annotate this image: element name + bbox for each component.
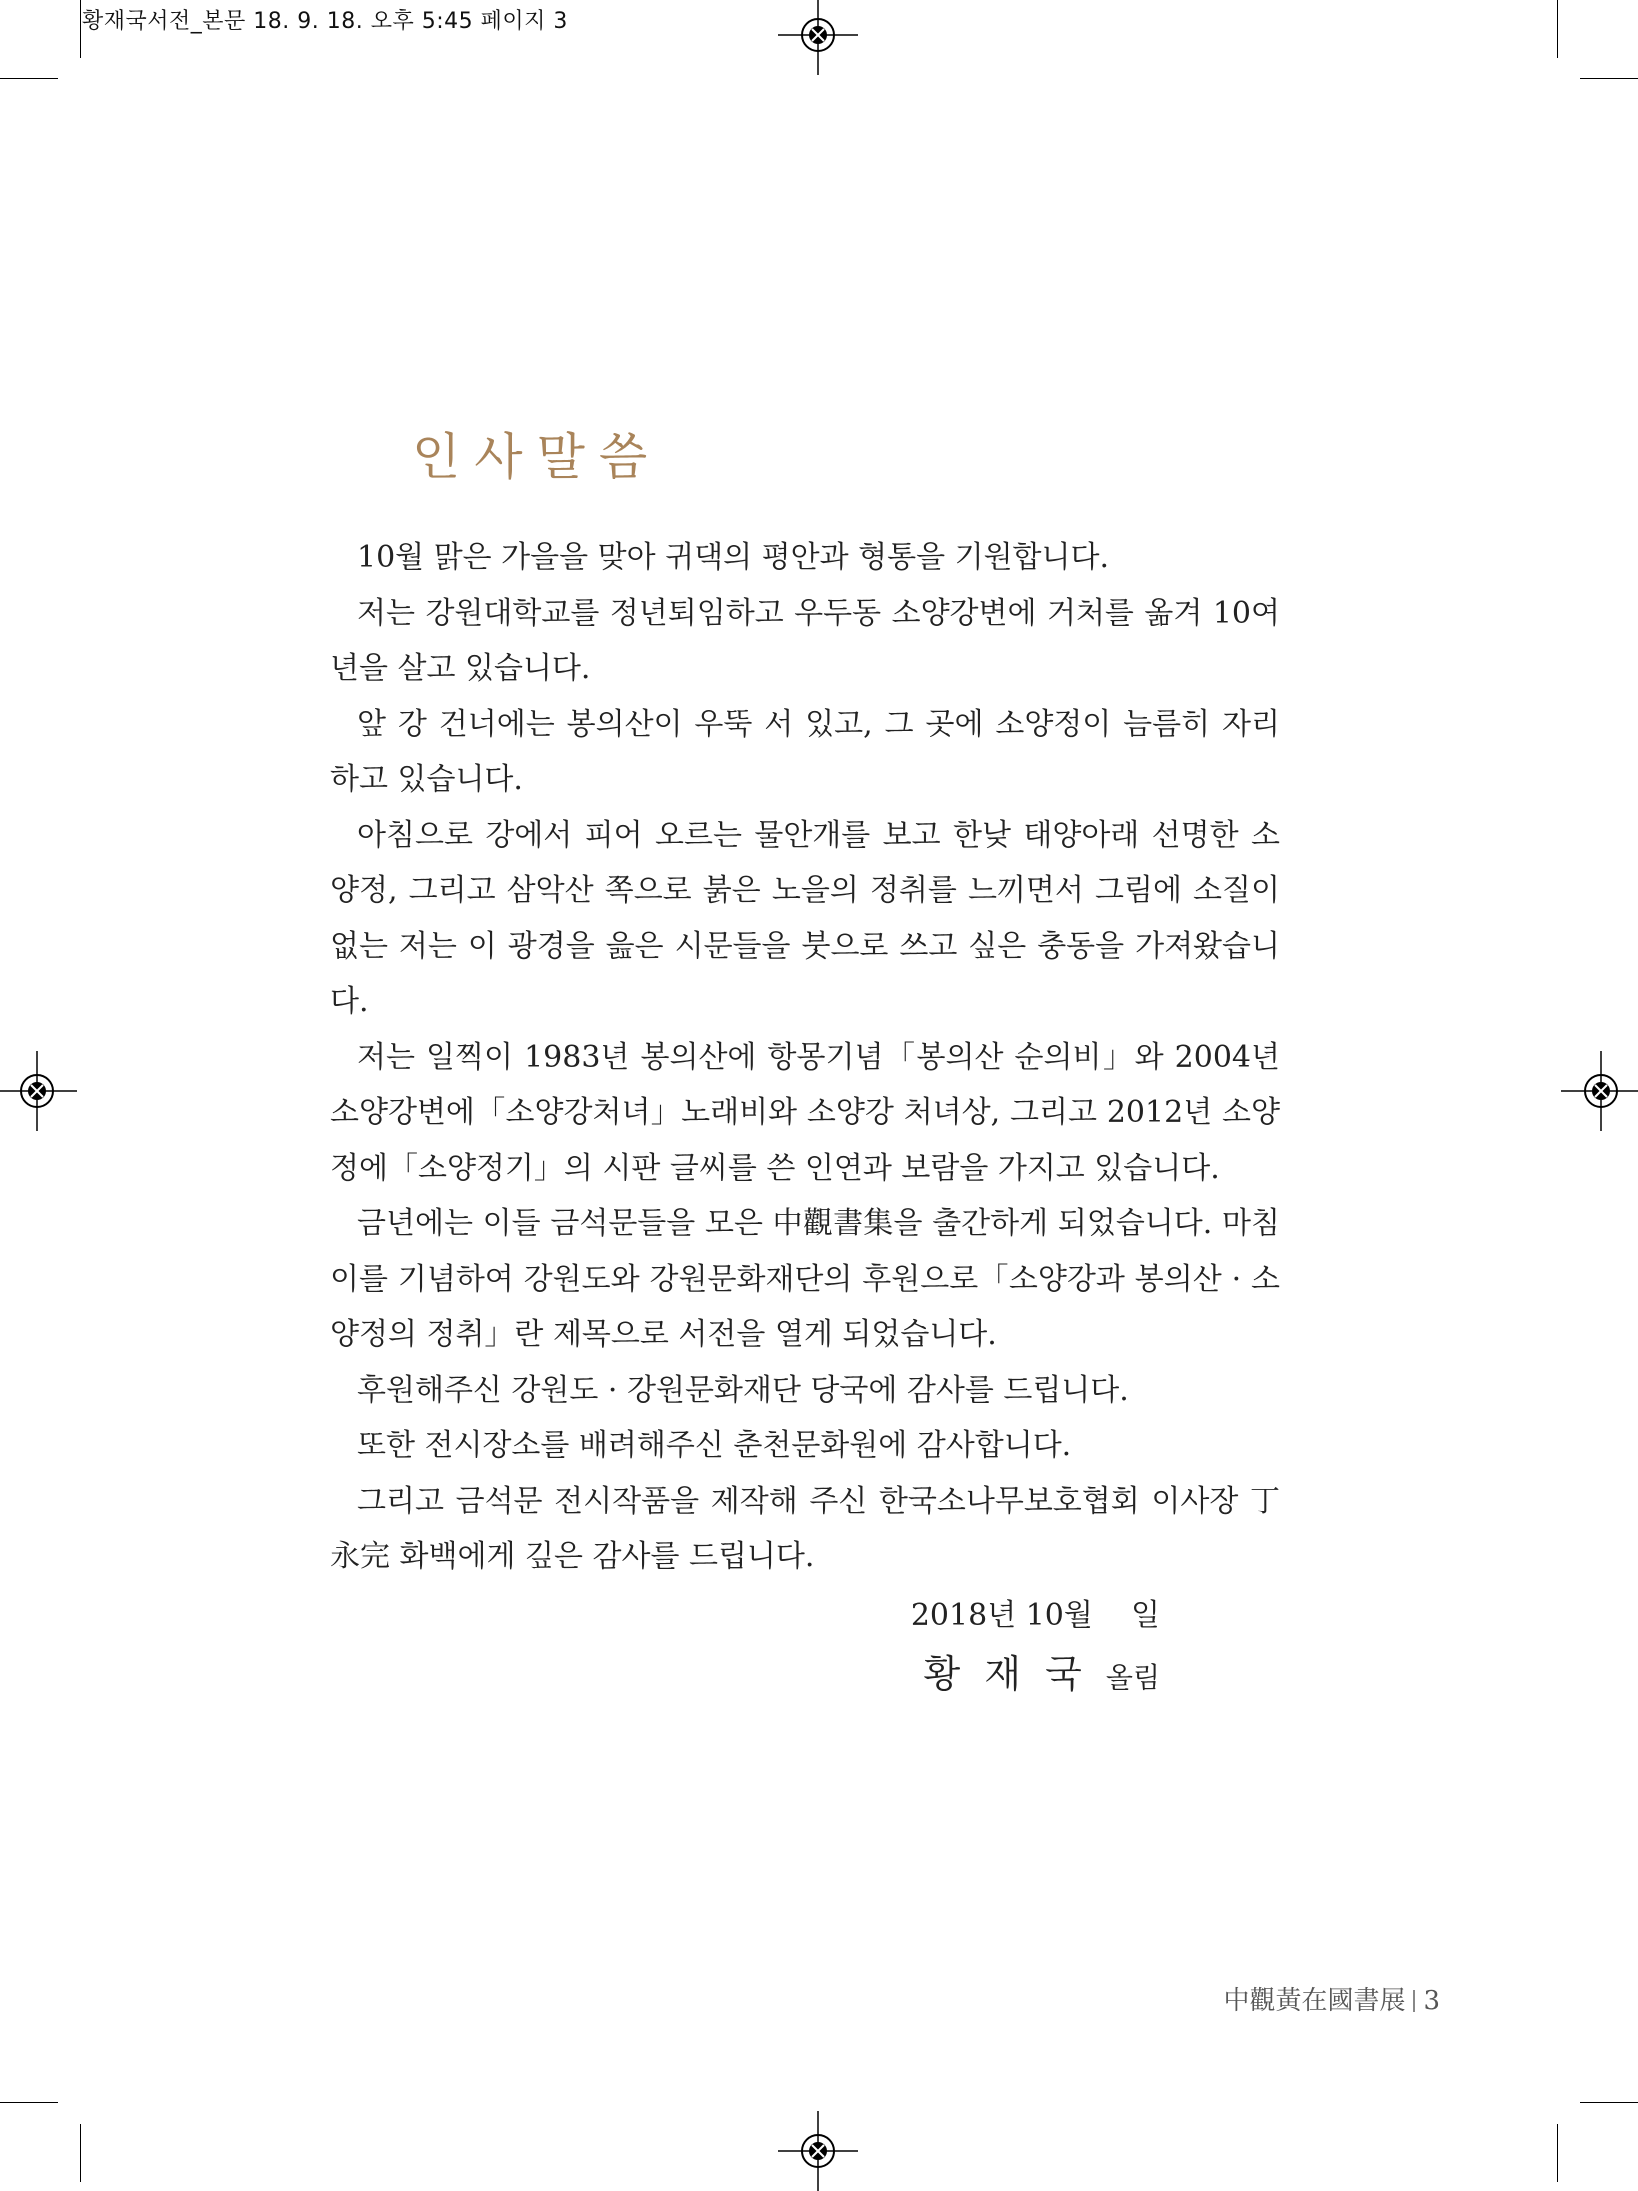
page-number: 3 (1423, 1986, 1440, 2016)
paragraph: 후원해주신 강원도 · 강원문화재단 당국에 감사를 드립니다. (357, 1372, 1129, 1408)
crop-mark-top-right-horizontal (1580, 78, 1638, 79)
paragraph: 금년에는 이들 금석문들을 모은 中觀書集을 출간하게 되었습니다. 마침 이를 기념하여 강원도와 강원문화재단의 후원으로「소양강과 봉의산 · 소양정의 정취」란 제목으로 서전을 열게 되었습니다. (330, 1206, 1280, 1352)
crop-mark-bottom-right-horizontal (1580, 2102, 1638, 2103)
footer-title: 中觀黃在國書展 (1223, 1986, 1406, 2016)
author-signature (924, 1643, 1161, 1698)
paragraph: 앞 강 건너에는 봉의산이 우뚝 서 있고, 그 곳에 소양정이 늠름히 자리하고 있습니다. (330, 706, 1280, 797)
paragraph: 저는 일찍이 1983년 봉의산에 항몽기념「봉의산 순의비」와 2004년 소양강변에「소양강처녀」노래비와 소양강 처녀상, 그리고 2012년 소양정에「소양정기」의 시판 글씨를 쓴 인연과 보람을 가지고 있습니다. (330, 1039, 1280, 1186)
crop-mark-bottom-left-horizontal (0, 2102, 58, 2103)
letter-date: 2018년 10월 일 (910, 1598, 1160, 1633)
page-footer (1223, 1980, 1440, 2017)
paragraph: 저는 강원대학교를 정년퇴임하고 우두동 소양강변에 거처를 옮겨 10여년을 살고 있습니다. (330, 595, 1280, 686)
slug-line: 황재국서전_본문 18. 9. 18. 오후 5:45 페이지 3 (82, 9, 568, 34)
footer-separator (1413, 1990, 1415, 2012)
paragraph: 10월 맑은 가을을 맞아 귀댁의 평안과 형통을 기원합니다. (357, 540, 1110, 575)
author-suffix: 올림 (1105, 1661, 1160, 1694)
crop-mark-top-left-horizontal (0, 78, 58, 79)
crop-mark-top-left-vertical (80, 0, 81, 58)
paragraph: 아침으로 강에서 피어 오르는 물안개를 보고 한낮 태양아래 선명한 소양정, 그리고 삼악산 쪽으로 붉은 노을의 정취를 느끼면서 그림에 소질이 없는 저는 이 광경을 읊은 시문들을 붓으로 쓰고 싶은 충동을 가져왔습니다. (330, 817, 1280, 1019)
author-name: 황 재 국 (923, 1652, 1088, 1696)
letter-body (330, 530, 1280, 1585)
registration-mark-right (1561, 1051, 1638, 1131)
paragraph: 또한 전시장소를 배려해주신 춘천문화원에 감사합니다. (357, 1428, 1072, 1463)
page-title: 인사말씀 (412, 427, 662, 486)
crop-mark-bottom-left-vertical (80, 2124, 81, 2182)
crop-mark-bottom-right-vertical (1557, 2124, 1558, 2182)
registration-mark-top (778, 0, 858, 75)
paragraph: 그리고 금석문 전시작품을 제작해 주신 한국소나무보호협회 이사장 丁永完 화백에게 깊은 감사를 드립니다. (330, 1483, 1280, 1574)
registration-mark-left (0, 1051, 77, 1131)
registration-mark-bottom (778, 2111, 858, 2191)
crop-mark-top-right-vertical (1557, 0, 1558, 58)
